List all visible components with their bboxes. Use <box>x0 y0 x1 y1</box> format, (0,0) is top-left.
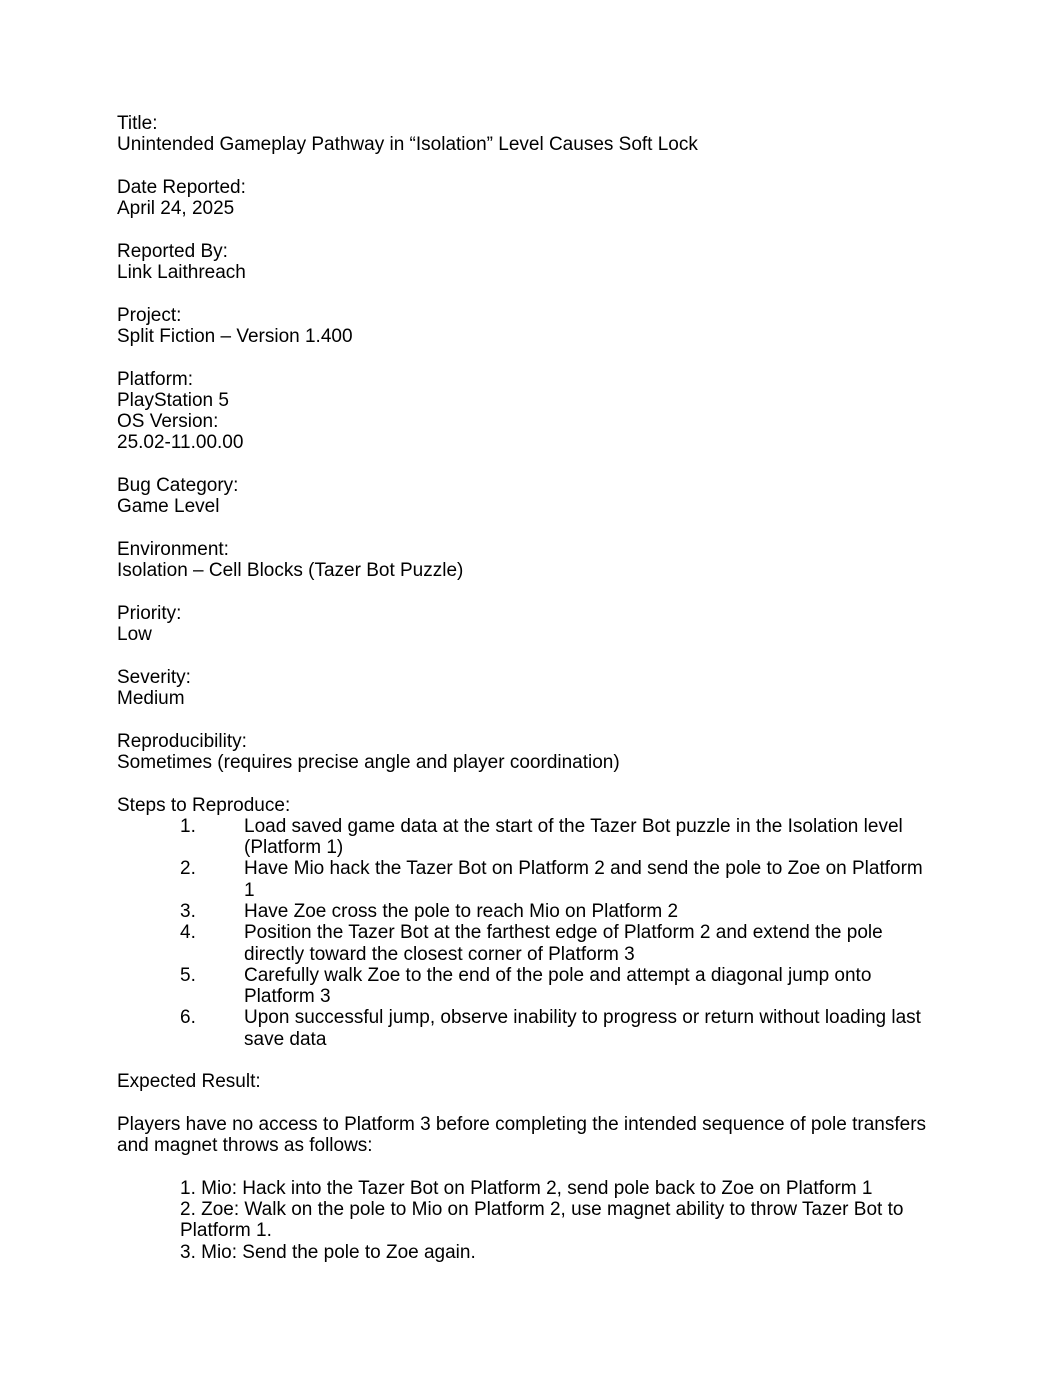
reported-by-value: Link Laithreach <box>117 262 246 284</box>
sequence-item: 1. Mio: Hack into the Tazer Bot on Platform 2, send pole back to Zoe on Platform 1 <box>180 1177 873 1199</box>
environment-value: Isolation – Cell Blocks (Tazer Bot Puzzle) <box>117 560 464 582</box>
step-text: Have Mio hack the Tazer Bot on Platform 2 and send the pole to Zoe on Platform 1 <box>244 858 923 901</box>
reproducibility-value: Sometimes (requires precise angle and player coordination) <box>117 751 620 773</box>
step-number: 3. <box>180 900 196 922</box>
step-number: 1. <box>180 815 196 837</box>
environment-label: Environment: <box>117 538 229 560</box>
step-text: Load saved game data at the start of the Tazer Bot puzzle in the Isolation level (Platform 1) <box>244 815 903 859</box>
bug-report-document <box>117 113 947 1263</box>
expected-result-label: Expected Result: <box>117 1071 261 1093</box>
step-item <box>117 816 947 859</box>
os-version-label: OS Version: <box>117 411 219 433</box>
step-number: 5. <box>180 964 196 986</box>
date-reported-label: Date Reported: <box>117 176 246 198</box>
intended-sequence <box>117 1178 950 1263</box>
platform-value: PlayStation 5 <box>117 389 229 411</box>
severity-label: Severity: <box>117 666 191 688</box>
priority-label: Priority: <box>117 602 182 624</box>
step-item <box>117 1007 947 1050</box>
bug-category-value: Game Level <box>117 496 220 518</box>
step-item <box>117 922 947 965</box>
bug-category-label: Bug Category: <box>117 475 239 497</box>
step-item <box>117 901 947 922</box>
platform-label: Platform: <box>117 368 194 390</box>
severity-value: Medium <box>117 688 185 710</box>
project-value: Split Fiction – Version 1.400 <box>117 325 353 347</box>
os-version-value: 25.02-11.00.00 <box>117 432 244 454</box>
step-text: Have Zoe cross the pole to reach Mio on Platform 2 <box>244 900 679 922</box>
expected-result-intro: Players have no access to Platform 3 before completing the intended sequence of pole transfers and magnet throws as follows: <box>117 1113 927 1157</box>
step-number: 4. <box>180 922 196 944</box>
project-label: Project: <box>117 304 182 326</box>
step-text: Carefully walk Zoe to the end of the pole and attempt a diagonal jump onto Platform 3 <box>244 964 872 1008</box>
step-number: 6. <box>180 1007 196 1029</box>
sequence-item: 3. Mio: Send the pole to Zoe again. <box>180 1241 476 1263</box>
step-text: Upon successful jump, observe inability to progress or return without loading last save data <box>244 1007 921 1050</box>
sequence-item: 2. Zoe: Walk on the pole to Mio on Platform 2, use magnet ability to throw Tazer Bot to Platform 1. <box>180 1199 904 1242</box>
title-label: Title: <box>117 113 158 134</box>
reported-by-label: Reported By: <box>117 240 228 262</box>
step-text: Position the Tazer Bot at the farthest edge of Platform 2 and extend the pole directly toward the closest corner of Platform 3 <box>244 922 883 965</box>
step-item <box>117 858 947 901</box>
steps-list <box>117 816 947 1050</box>
priority-value: Low <box>117 624 152 646</box>
title-value: Unintended Gameplay Pathway in “Isolation” Level Causes Soft Lock <box>117 134 698 156</box>
steps-label: Steps to Reproduce: <box>117 794 291 816</box>
step-number: 2. <box>180 858 196 880</box>
date-reported-value: April 24, 2025 <box>117 198 235 220</box>
reproducibility-label: Reproducibility: <box>117 730 247 752</box>
step-item <box>117 965 947 1008</box>
